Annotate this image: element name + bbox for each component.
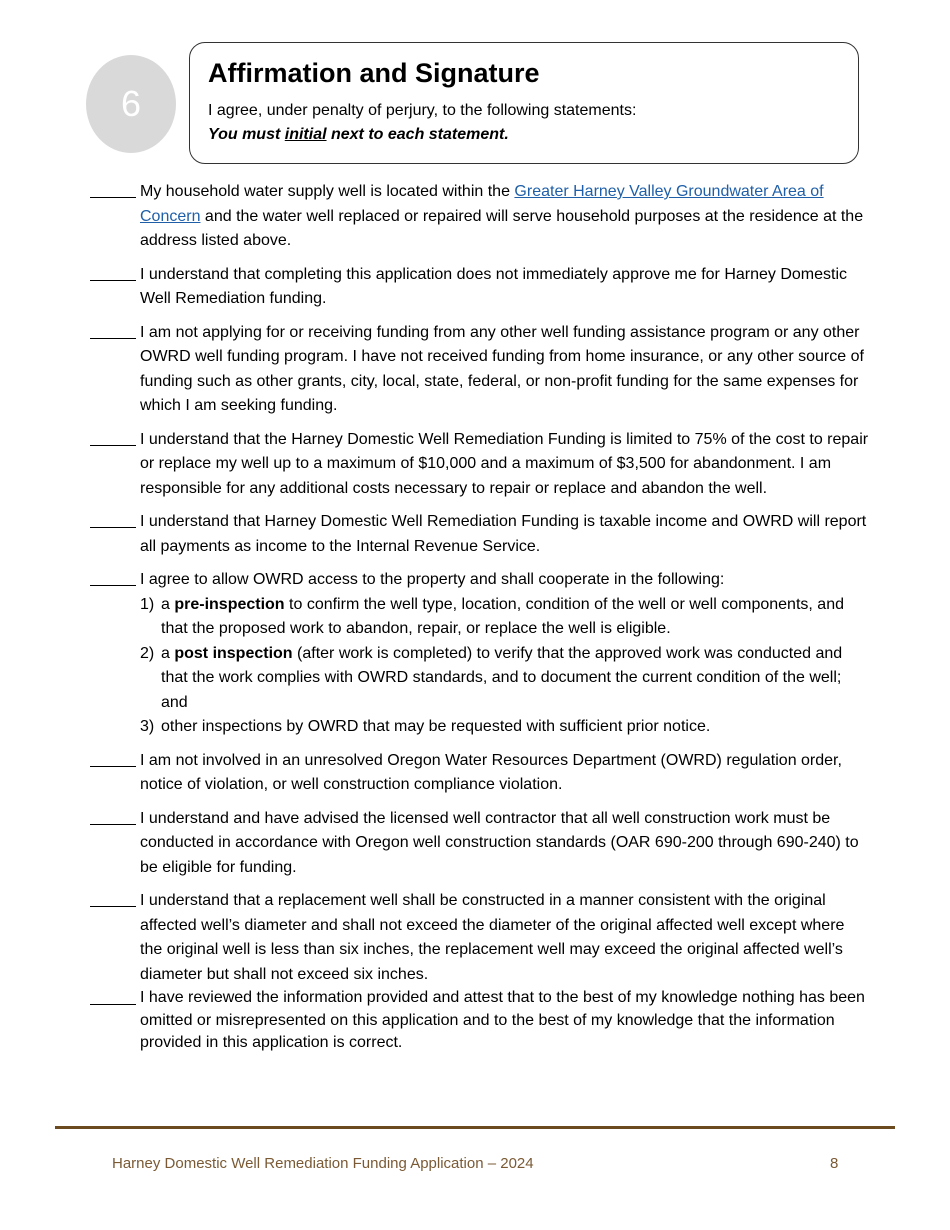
inspection-item: 2) a post inspection (after work is completed) to verify that the approved work was conducted and that the work complies with OWRD standards, and to document the current condition of the well; and: [140, 644, 843, 711]
inspection-item: 3) other inspections by OWRD that may be requested with sufficient prior notice.: [140, 718, 711, 735]
initial-blank[interactable]: [90, 321, 140, 419]
statement-item: I am not applying for or receiving funding from any other well funding assistance program or any other OWRD well funding program. I have not received funding from home insurance, or any other source of funding such as other grants, city, local, state, federal, or non-profit funding for the same expenses for which I am seeking funding.: [90, 321, 870, 419]
initial-instruction: You must initial next to each statement.: [208, 126, 509, 143]
initial-blank[interactable]: [90, 749, 140, 798]
inspection-item: 1) a pre-inspection to confirm the well type, location, condition of the well or well components, and that the proposed work to abandon, repair, or replace the well is eligible.: [140, 595, 844, 637]
initial-blank[interactable]: [90, 568, 140, 740]
section-intro: I agree, under penalty of perjury, to the following statements:: [208, 102, 637, 119]
statement-item: I understand that Harney Domestic Well Remediation Funding is taxable income and OWRD will report all payments as income to the Internal Revenue Service.: [90, 510, 870, 559]
section-header-box: [189, 42, 859, 164]
statement-item: I understand and have advised the licensed well contractor that all well construction work must be conducted in accordance with Oregon well construction standards (OAR 690-200 through 690-240) to be eligible for funding.: [90, 807, 870, 881]
statement-item: My household water supply well is located within the Greater Harney Valley Groundwater Area of Concern and the water well replaced or repaired will serve household purposes at the residence at the address listed above.: [90, 180, 870, 254]
statement-item: I am not involved in an unresolved Oregon Water Resources Department (OWRD) regulation order, notice of violation, or well construction compliance violation.: [90, 749, 870, 798]
initial-blank[interactable]: [90, 510, 140, 559]
section-title: Affirmation and Signature: [208, 58, 540, 88]
initial-blank[interactable]: [90, 987, 140, 1055]
statement-item: I understand that the Harney Domestic Well Remediation Funding is limited to 75% of the cost to repair or replace my well up to a maximum of $10,000 and a maximum of $3,500 for abandonment. I am responsible for any additional costs necessary to repair or replace and abandon the well.: [90, 428, 870, 502]
inspection-intro: I agree to allow OWRD access to the property and shall cooperate in the following:: [140, 571, 725, 588]
page-number: 8: [830, 1155, 839, 1172]
footer-title: Harney Domestic Well Remediation Funding Application – 2024: [112, 1155, 534, 1172]
initial-blank[interactable]: [90, 889, 140, 987]
section-number-badge: 6: [86, 55, 176, 153]
statement-item: [90, 568, 870, 740]
initial-blank[interactable]: [90, 180, 140, 254]
initial-blank[interactable]: [90, 428, 140, 502]
statement-list: [90, 180, 870, 1064]
statement-item: I have reviewed the information provided and attest that to the best of my knowledge nothing has been omitted or misrepresented on this application and to the best of my knowledge that the information provided in this application is correct.: [90, 987, 870, 1055]
footer-divider: [55, 1126, 895, 1129]
inspection-list: [140, 593, 870, 740]
statement-item: I understand that completing this application does not immediately approve me for Harney Domestic Well Remediation funding.: [90, 263, 870, 312]
groundwater-area-link[interactable]: Greater Harney Valley Groundwater Area of Concern: [140, 183, 824, 225]
initial-blank[interactable]: [90, 807, 140, 881]
initial-blank[interactable]: [90, 263, 140, 312]
statement-item: I understand that a replacement well shall be constructed in a manner consistent with the original affected well’s diameter and shall not exceed the diameter of the original affected well except where the original well is less than six inches, the replacement well may exceed the original affected well’s diameter but shall not exceed six inches.: [90, 889, 870, 987]
